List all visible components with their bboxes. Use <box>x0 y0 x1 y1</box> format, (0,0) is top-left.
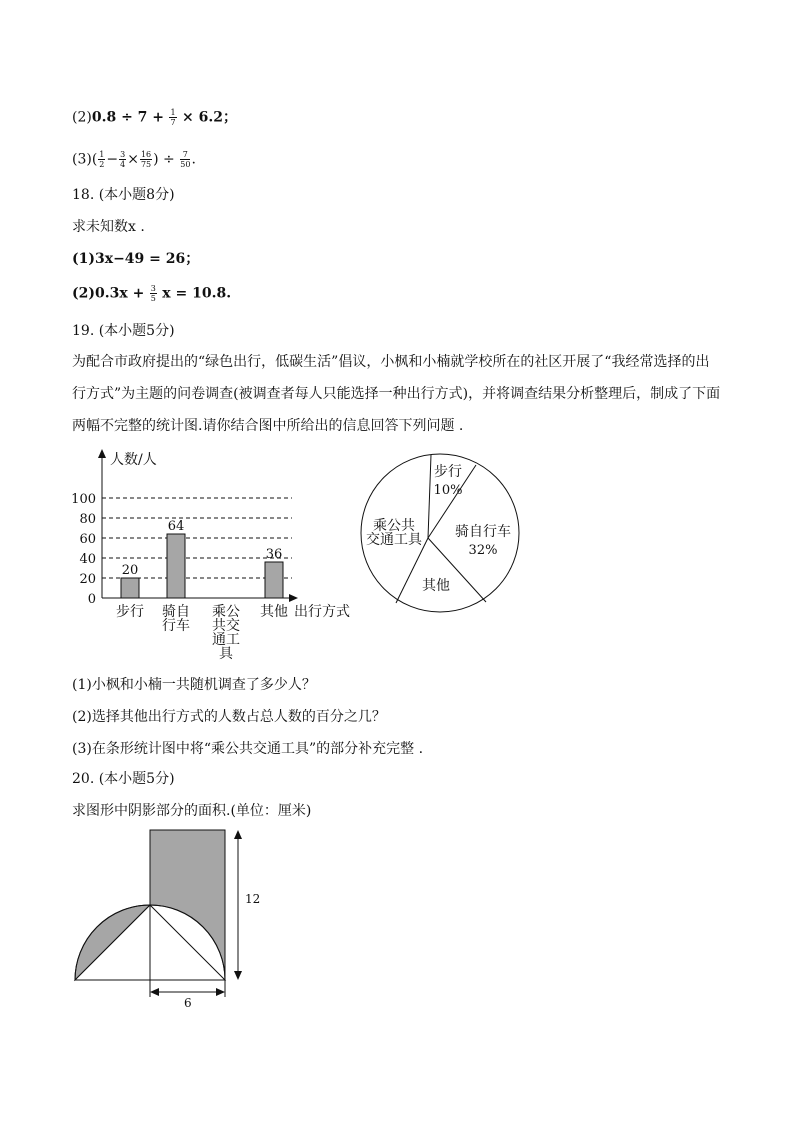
q18-prompt: 求未知数x . <box>72 219 145 235</box>
x-tick-label: 通工 <box>212 632 240 648</box>
pie-percent-label: 32% <box>468 543 498 558</box>
pie-slice-label: 其他 <box>422 578 450 594</box>
fraction <box>98 150 105 169</box>
height-label: 12 <box>245 892 261 906</box>
q18-part2-a: (2)0.3x + <box>72 285 145 302</box>
q17-part3-prefix: (3)( <box>72 151 98 168</box>
pie-chart <box>350 450 530 620</box>
x-tick-label: 乘公 <box>212 604 240 620</box>
q18-part1: (1)3x−49 = 26； <box>72 251 200 267</box>
fraction <box>169 108 176 127</box>
fraction-num: 16 <box>140 150 152 159</box>
minus-sign: − <box>106 151 119 168</box>
arrow-right <box>216 988 225 996</box>
q17-part2 <box>72 108 237 127</box>
x-tick-label: 具 <box>219 646 233 662</box>
bar-data-label: 20 <box>121 563 139 578</box>
fraction-num: 1 <box>99 150 105 159</box>
bar <box>121 578 139 598</box>
pie-slice-label: 骑自行车 <box>455 524 511 540</box>
q19-body: 为配合市政府提出的“绿色出行，低碳生活”倡议，小枫和小楠就学校所在的社区开展了“我经常选择的出行方式”为主题的问卷调查(被调查者每人只能选择一种出行方式)，并将调查结果分析整理后，制成了下面两幅不完整的统计图.请你结合图中所给出的信息回答下列问题 . <box>72 354 721 434</box>
fraction-den: 2 <box>99 160 105 169</box>
fraction <box>140 150 152 169</box>
period: . <box>191 151 196 168</box>
q17-part2-prefix: (2) <box>72 109 92 126</box>
fraction <box>150 284 157 303</box>
q20-prompt: 求图形中阴影部分的面积.(单位：厘米) <box>72 803 312 819</box>
q17-part2-expr-a: 0.8 ÷ 7 + <box>91 109 165 126</box>
pie-percent-label: 10% <box>433 483 463 498</box>
bar-data-label: 64 <box>167 519 185 534</box>
x-tick-label: 骑自 <box>162 604 190 620</box>
divide-sign: ) ÷ <box>153 151 175 168</box>
q19-header: 19. (本小题5分) <box>72 323 175 339</box>
fraction-den: 7 <box>170 118 176 127</box>
y-axis-arrow <box>98 449 106 458</box>
fraction <box>180 150 190 169</box>
arrow-down <box>234 971 242 980</box>
bar-chart <box>60 445 360 665</box>
y-axis-title: 人数/人 <box>110 452 157 468</box>
q17-part2-expr-b: × 6.2； <box>182 109 237 126</box>
x-tick-label: 共交 <box>212 618 240 634</box>
times-sign: × <box>127 151 139 168</box>
fraction-den: 5 <box>150 294 156 303</box>
fraction-den: 4 <box>120 160 126 169</box>
fraction-num: 3 <box>120 150 126 159</box>
y-tick-label: 80 <box>79 512 96 527</box>
y-tick-label: 100 <box>71 492 96 507</box>
q20-header: 20. (本小题5分) <box>72 771 175 787</box>
width-label: 6 <box>184 996 192 1010</box>
x-tick-label: 步行 <box>116 604 144 620</box>
pie-slice-label: 交通工具 <box>366 532 422 548</box>
x-tick-label: 其他 <box>260 604 288 620</box>
y-tick-label: 60 <box>79 532 96 547</box>
bar-data-label: 36 <box>265 547 283 562</box>
fraction <box>119 150 126 169</box>
q19-sub3: (3)在条形统计图中将“乘公共交通工具”的部分补充完整 . <box>72 741 424 757</box>
q19-sub1: (1)小枫和小楠一共随机调查了多少人？ <box>72 677 316 693</box>
q19-sub2: (2)选择其他出行方式的人数占总人数的百分之几？ <box>72 709 386 725</box>
q18-header: 18. (本小题8分) <box>72 187 175 203</box>
x-axis-arrow <box>289 594 298 602</box>
fraction-num: 3 <box>150 284 156 293</box>
y-tick-label: 0 <box>87 592 96 607</box>
pie-slice-label: 乘公共 <box>373 518 415 534</box>
bar <box>167 534 185 598</box>
x-axis-title: 出行方式 <box>294 604 350 620</box>
y-tick-label: 40 <box>79 552 96 567</box>
shaded-figure <box>60 825 280 1010</box>
arrow-left <box>150 988 159 996</box>
fraction-num: 7 <box>180 150 190 160</box>
q18-part2-b: x = 10.8. <box>162 285 232 302</box>
q18-part2 <box>72 284 231 303</box>
q17-part3 <box>72 150 196 169</box>
pie-slice-label: 步行 <box>434 464 462 480</box>
bar <box>265 562 283 598</box>
fraction-den: 50 <box>180 160 191 169</box>
x-tick-label: 行车 <box>162 618 190 634</box>
fraction-num: 1 <box>170 108 176 117</box>
arrow-up <box>234 830 242 839</box>
fraction-den: 75 <box>140 160 152 169</box>
y-tick-label: 20 <box>79 572 96 587</box>
